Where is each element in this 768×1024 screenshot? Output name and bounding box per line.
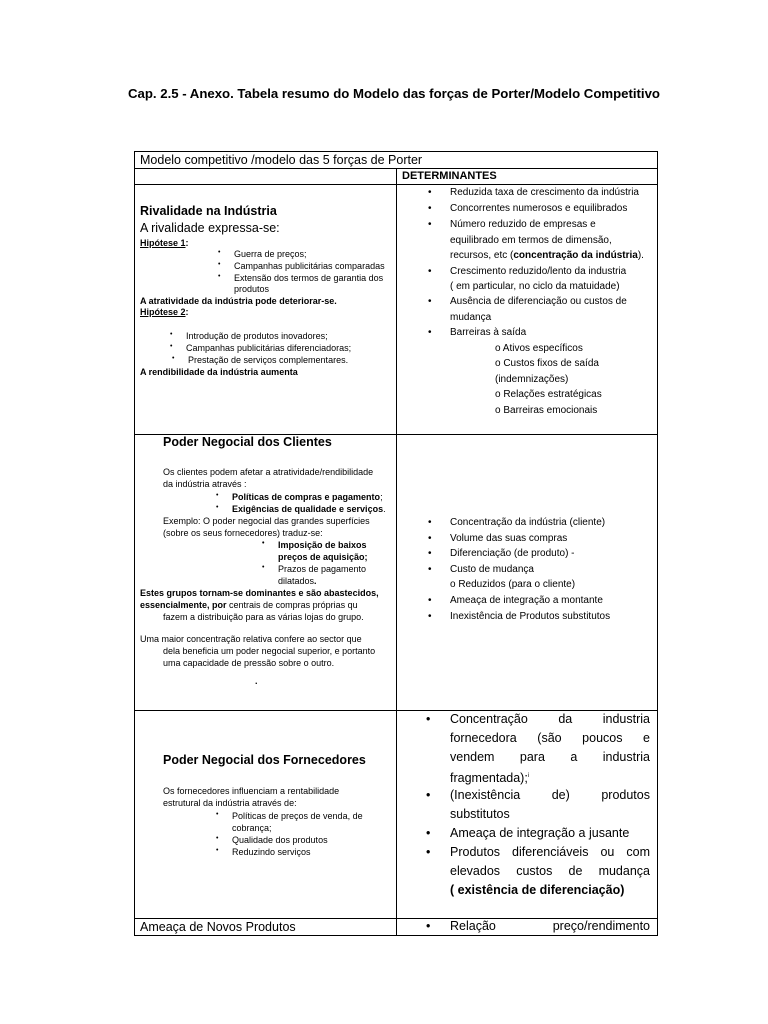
clientes-example: Exemplo: O poder negocial das grandes superfícies xyxy=(163,516,370,526)
sub-list-item: (indemnizações) xyxy=(495,374,569,385)
list-item: • Ameaça de integração a jusante xyxy=(450,824,629,843)
stray-dot: . xyxy=(255,676,258,686)
clientes-groups: fazem a distribuição para as várias lojas do grupo. xyxy=(163,612,364,622)
list-item: • Imposição de baixos xyxy=(278,539,367,551)
clientes-intro: Os clientes podem afetar a atratividade/rendibilidade xyxy=(163,467,374,477)
fornecedores-intro: Os fornecedores influenciam a rentabilidade xyxy=(163,786,340,796)
rivalidade-subheading: A rivalidade expressa-se: xyxy=(140,221,280,235)
porter-summary-table xyxy=(134,151,658,936)
sub-list-item: o Barreiras emocionais xyxy=(495,405,598,416)
list-item: • Concentração da industria xyxy=(450,710,650,729)
list-item-continuation: mudança xyxy=(450,312,492,323)
list-item: • Prazos de pagamento xyxy=(278,563,366,575)
sub-list-item: o Relações estratégicas xyxy=(495,389,602,400)
fornecedores-heading: Poder Negocial dos Fornecedores xyxy=(163,753,366,767)
clientes-groups: essencialmente, por centrais de compras próprias qu xyxy=(140,600,358,610)
hipotese-1-label: Hipótese 1: xyxy=(140,238,189,248)
fornecedores-intro: estrutural da indústria através de: xyxy=(163,798,297,808)
list-item: • Campanhas publicitárias comparadas xyxy=(234,260,385,272)
hipotese-2-label: Hipótese 2: xyxy=(140,307,189,317)
list-item: • Exigências de qualidade e serviços. xyxy=(232,503,386,515)
list-item: • Ausência de diferenciação ou custos de xyxy=(450,294,627,310)
list-item: • Prestação de serviços complementares. xyxy=(188,354,348,366)
list-item-continuation: fornecedora (são poucos e xyxy=(450,731,650,745)
list-item: • Concentração da indústria (cliente) xyxy=(450,515,605,531)
list-item: • Guerra de preços; xyxy=(234,248,307,260)
list-item-continuation: produtos xyxy=(234,284,270,294)
clientes-example: (sobre os seus fornecedores) traduz-se: xyxy=(163,528,323,538)
list-item-continuation: equilibrado em termos de dimensão, xyxy=(450,235,612,246)
list-item: • Reduzindo serviços xyxy=(232,846,311,858)
list-item-continuation: dilatados. xyxy=(278,576,317,586)
list-item-continuation: ( existência de diferenciação) xyxy=(450,883,625,897)
list-item: • Relação preço/rendimento xyxy=(450,917,650,936)
clientes-concentration: dela beneficia um poder negocial superior, e portanto xyxy=(163,646,376,656)
list-item-continuation: fragmentada);$^i$ xyxy=(450,771,530,786)
list-item-continuation: vendem para a industria xyxy=(450,750,650,764)
clientes-concentration: uma capacidade de pressão sobre o outro. xyxy=(163,658,335,668)
list-item: • Qualidade dos produtos xyxy=(232,834,328,846)
clientes-intro: da indústria através : xyxy=(163,479,247,489)
list-item: • Reduzida taxa de crescimento da indústria xyxy=(450,185,639,201)
list-item: • Concorrentes numerosos e equilibrados xyxy=(450,201,627,217)
list-item: • Inexistência de Produtos substitutos xyxy=(450,609,610,625)
list-item: • Políticas de preços de venda, de xyxy=(232,810,363,822)
table-column-divider xyxy=(396,168,397,936)
sub-list-item: o Reduzidos (para o cliente) xyxy=(450,579,576,590)
table-header: Modelo competitivo /modelo das 5 forças de Porter xyxy=(140,153,423,167)
list-item: • Introdução de produtos inovadores; xyxy=(186,330,328,342)
list-item: • Políticas de compras e pagamento; xyxy=(232,491,383,503)
list-item-continuation: ( em particular, no ciclo da matuidade) xyxy=(450,281,620,292)
clientes-groups: Estes grupos tornam-se dominantes e são abastecidos, xyxy=(140,588,379,598)
list-item-continuation: preços de aquisição; xyxy=(278,552,368,562)
rivalidade-heading: Rivalidade na Indústria xyxy=(140,204,277,218)
determinantes-header: DETERMINANTES xyxy=(402,170,497,182)
list-item-continuation: substitutos xyxy=(450,807,510,821)
list-item: • Número reduzido de empresas e xyxy=(450,217,596,233)
list-item: • Volume das suas compras xyxy=(450,531,567,547)
sub-list-item: o Ativos específicos xyxy=(495,343,583,354)
list-item-continuation: elevados custos de mudança xyxy=(450,864,650,878)
table-border-left xyxy=(134,151,135,936)
list-item-continuation: cobrança; xyxy=(232,823,272,833)
page-title: Cap. 2.5 - Anexo. Tabela resumo do Modelo das forças de Porter/Modelo Competitivo xyxy=(128,86,660,101)
list-item: • Campanhas publicitárias diferenciadoras; xyxy=(186,342,351,354)
list-item: • Ameaça de integração a montante xyxy=(450,593,603,609)
list-item: • Crescimento reduzido/lento da industria xyxy=(450,264,626,280)
list-item: • (Inexistência de) produtos xyxy=(450,786,650,805)
footnote-marker: i xyxy=(527,773,530,779)
list-item: • Extensão dos termos de garantia dos xyxy=(234,272,383,284)
table-border-right xyxy=(657,151,658,936)
list-item: • Diferenciação (de produto) - xyxy=(450,546,575,562)
list-item: • Produtos diferenciáveis ou com xyxy=(450,843,650,862)
hipotese-2-conclusion: A rendibilidade da indústria aumenta xyxy=(140,367,298,377)
novos-produtos-heading: Ameaça de Novos Produtos xyxy=(140,920,296,934)
clientes-concentration: Uma maior concentração relativa confere ao sector que xyxy=(140,634,362,644)
list-item: • Barreiras à saída xyxy=(450,325,526,341)
list-item-continuation: recursos, etc (concentração da indústria). xyxy=(450,250,644,261)
hipotese-1-conclusion: A atratividade da indústria pode deteriorar-se. xyxy=(140,296,337,306)
clientes-heading: Poder Negocial dos Clientes xyxy=(163,435,332,449)
sub-list-item: o Custos fixos de saída xyxy=(495,358,599,369)
table-border-top xyxy=(134,151,658,152)
list-item: • Custo de mudança xyxy=(450,562,534,578)
